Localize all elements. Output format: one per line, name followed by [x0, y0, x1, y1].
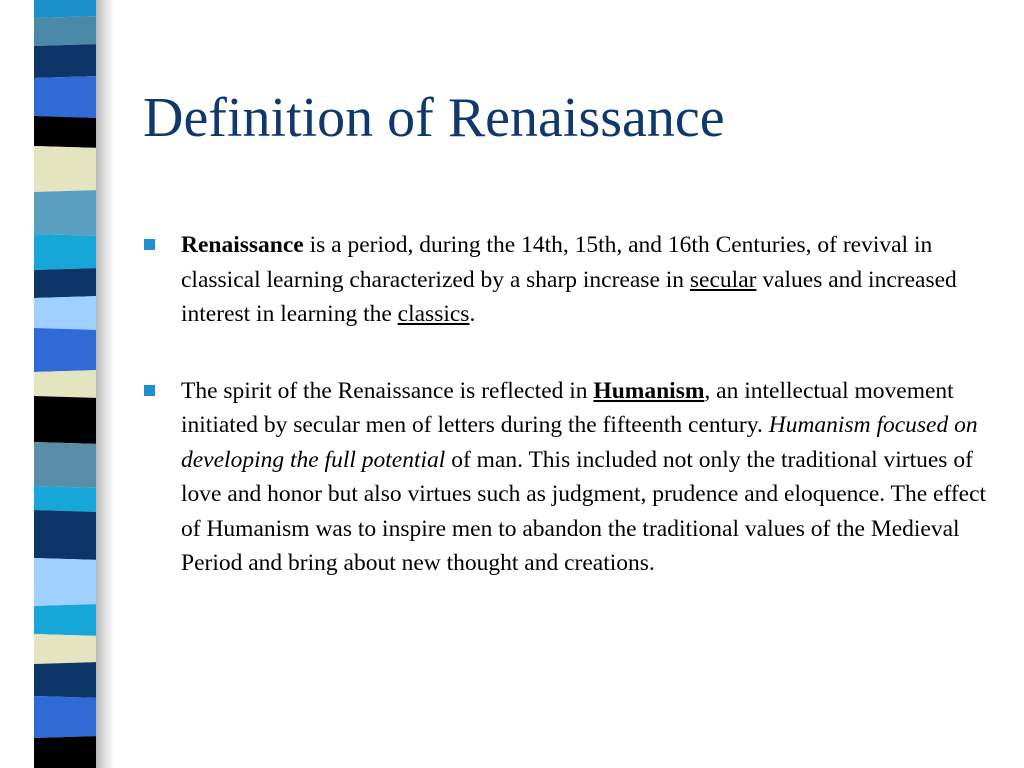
link-secular[interactable]: secular [689, 266, 757, 293]
stripe-band [34, 0, 100, 18]
bullet-text: of man. This included not only the traditional virtues of love and honor but also virtues such as judgment, prudence and eloquence. The effect of Humanism was to inspire men to abandon the traditional values of the Medieval Period and bring about new thought and creations. [181, 446, 987, 576]
stripe-band [34, 634, 100, 664]
bullet-text: values and increased interest in learning the [181, 266, 957, 327]
stripe-band [34, 558, 100, 606]
stripe-band [34, 190, 100, 236]
square-bullet-icon [144, 239, 155, 250]
slide-title: Definition of Renaissance [143, 87, 725, 149]
term-renaissance: Renaissance [181, 232, 304, 258]
stripe-band [34, 696, 100, 738]
stripe-band [34, 604, 100, 636]
stripe-band [34, 370, 100, 398]
link-humanism[interactable]: Humanism [593, 377, 705, 404]
bullet-text: is a period, during the 14th, 15th, and 16th Centuries, of revival in classical learning characterized by a sharp increase in [181, 232, 933, 293]
stripe-band [34, 116, 100, 148]
stripe-band [34, 510, 100, 560]
stripe-band [34, 486, 100, 512]
bullet-definition [143, 228, 1003, 332]
stripe-band [34, 296, 100, 330]
decorative-stripe [34, 0, 100, 768]
stripe-band [34, 76, 100, 118]
stripe-shadow [96, 0, 114, 768]
stripe-band [34, 328, 100, 372]
bullet-text: The spirit of the Renaissance is reflected in [181, 377, 594, 404]
stripe-band [34, 16, 100, 46]
bullet-text: , an intellectual movement initiated by secular men of letters during the fifteenth century. [181, 377, 954, 438]
stripe-band [34, 736, 100, 768]
stripe-band [34, 662, 100, 698]
stripe-band [34, 44, 100, 78]
stripe-band [34, 442, 100, 488]
square-bullet-icon [144, 385, 155, 396]
link-classics[interactable]: classics [397, 301, 470, 327]
stripe-band [34, 268, 100, 298]
bullet-text: . [469, 301, 476, 327]
stripe-band [34, 146, 100, 192]
stripe-band [34, 234, 100, 270]
bullet-humanism [143, 374, 1003, 581]
bullet-italic-text: Humanism focused on developing the full potential [181, 412, 978, 473]
bullet-list [143, 228, 1003, 581]
stripe-band [34, 396, 100, 444]
